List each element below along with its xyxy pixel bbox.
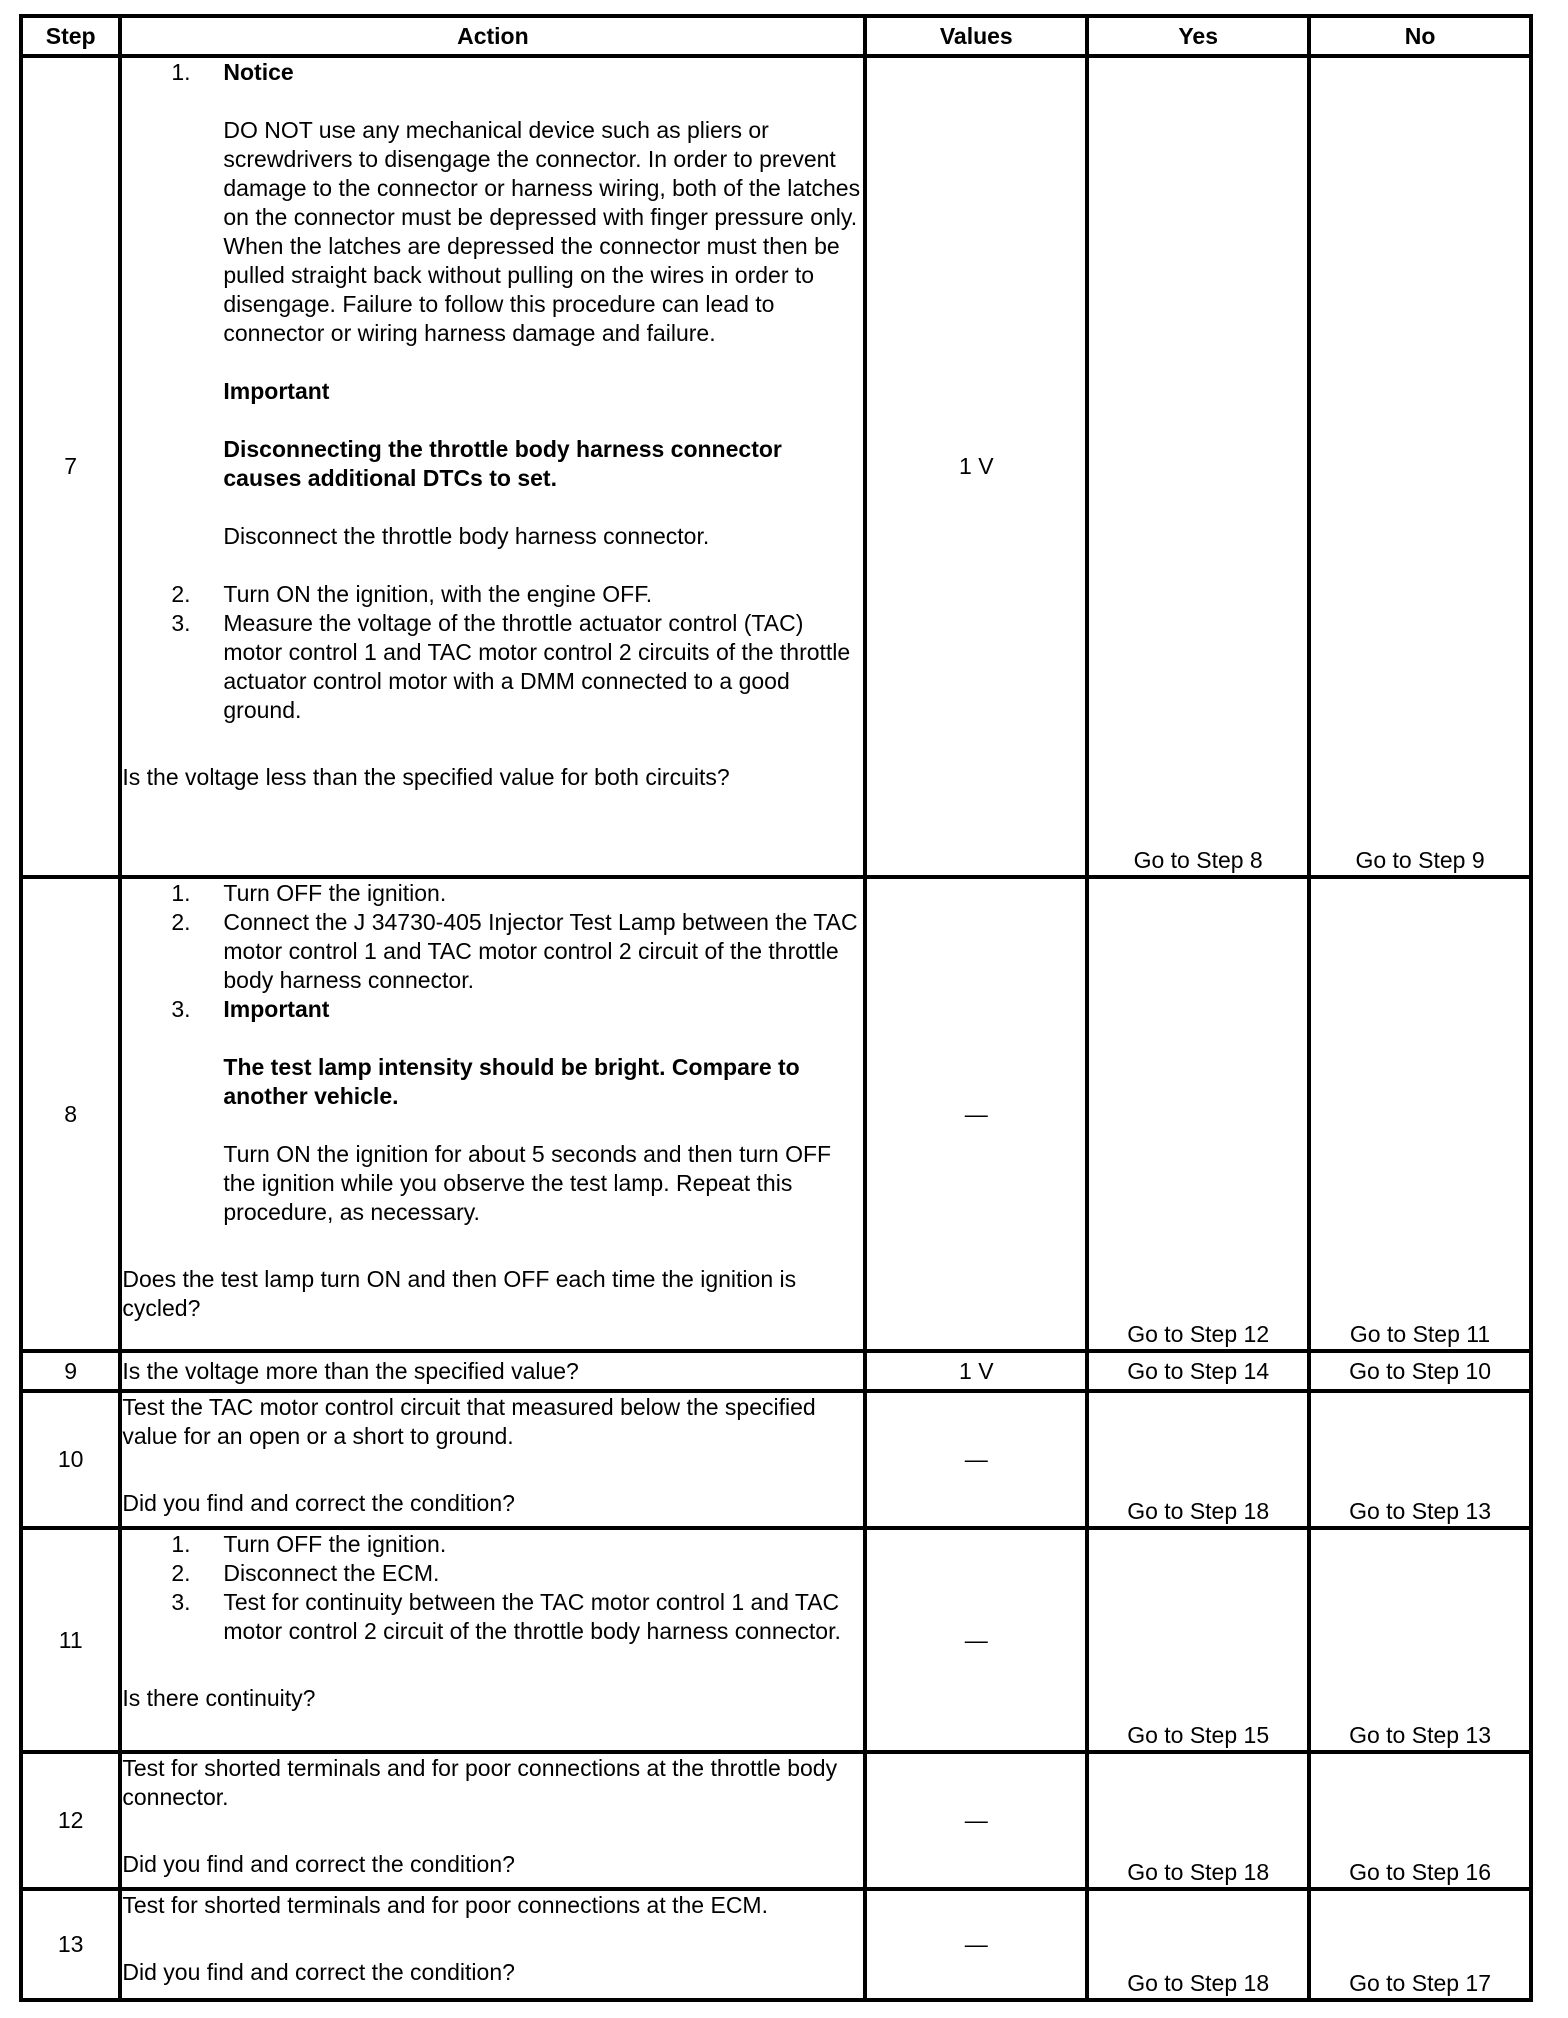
question-text: Did you find and correct the condition? xyxy=(122,1490,515,1516)
yes-cell: Go to Step 18 xyxy=(1087,1391,1309,1528)
no-cell: Go to Step 10 xyxy=(1309,1351,1531,1391)
table-row-step-13 xyxy=(21,1889,1531,2000)
action-cell xyxy=(120,56,865,877)
question-text: Did you find and correct the condition? xyxy=(122,1959,515,1985)
step-item-number: 3. xyxy=(171,996,191,1022)
action-cell xyxy=(120,1752,865,1889)
table-header-row xyxy=(21,16,1531,56)
action-text: Disconnect the throttle body harness connector. xyxy=(223,523,710,549)
no-cell: Go to Step 13 xyxy=(1309,1391,1531,1528)
header-step: Step xyxy=(21,16,120,56)
step-number: 8 xyxy=(21,877,120,1351)
step-item-number: 2. xyxy=(171,909,191,935)
step-number: 7 xyxy=(21,56,120,877)
value-cell: — xyxy=(865,1752,1087,1889)
notice-title: Notice xyxy=(223,59,294,85)
value-cell: 1 V xyxy=(865,56,1087,877)
yes-cell: Go to Step 12 xyxy=(1087,877,1309,1351)
header-action: Action xyxy=(120,16,865,56)
table-row-step-8 xyxy=(21,877,1531,1351)
value-cell: — xyxy=(865,1889,1087,2000)
action-text: Connect the J 34730-405 Injector Test Lamp between the TAC motor control 1 and TAC motor control 2 circuit of the throttle body harness connector. xyxy=(223,909,858,993)
action-step xyxy=(122,908,863,995)
yes-cell: Go to Step 18 xyxy=(1087,1752,1309,1889)
action-text: Turn ON the ignition for about 5 seconds and then turn OFF the ignition while you observe the test lamp. Repeat this procedure, as necessary. xyxy=(223,1141,832,1225)
action-steps xyxy=(122,58,863,725)
action-cell xyxy=(120,1889,865,2000)
step-number: 9 xyxy=(21,1351,120,1391)
question-text: Is there continuity? xyxy=(122,1685,316,1711)
action-text: Disconnect the ECM. xyxy=(223,1560,440,1586)
important-title: Important xyxy=(223,996,330,1022)
action-steps xyxy=(122,1530,863,1646)
table-row-step-7 xyxy=(21,56,1531,877)
action-step xyxy=(122,1588,863,1646)
action-text: Turn ON the ignition, with the engine OFF. xyxy=(223,581,653,607)
no-cell: Go to Step 11 xyxy=(1309,877,1531,1351)
action-cell xyxy=(120,1351,865,1391)
important-text: Disconnecting the throttle body harness connector causes additional DTCs to set. xyxy=(223,436,782,491)
action-step xyxy=(122,1559,863,1588)
value-cell: 1 V xyxy=(865,1351,1087,1391)
important-title: Important xyxy=(223,378,330,404)
step-item-number: 2. xyxy=(171,581,191,607)
value-cell: — xyxy=(865,1391,1087,1528)
table-row-step-9 xyxy=(21,1351,1531,1391)
action-step xyxy=(122,580,863,609)
action-step xyxy=(122,609,863,725)
action-text: Turn OFF the ignition. xyxy=(223,1531,447,1557)
action-step xyxy=(122,1530,863,1559)
question-text: Did you find and correct the condition? xyxy=(122,1851,515,1877)
yes-cell: Go to Step 15 xyxy=(1087,1528,1309,1752)
action-cell xyxy=(120,877,865,1351)
header-no: No xyxy=(1309,16,1531,56)
action-text: Test the TAC motor control circuit that measured below the specified value for an open or a short to ground. xyxy=(122,1394,816,1449)
table-row-step-10 xyxy=(21,1391,1531,1528)
action-text: Test for continuity between the TAC motor control 1 and TAC motor control 2 circuit of the throttle body harness connector. xyxy=(223,1589,841,1644)
step-item-number: 1. xyxy=(171,59,191,85)
table-row-step-12 xyxy=(21,1752,1531,1889)
table-row-step-11 xyxy=(21,1528,1531,1752)
diagnostic-table xyxy=(19,14,1533,2002)
action-text: Turn OFF the ignition. xyxy=(223,880,447,906)
value-cell: — xyxy=(865,1528,1087,1752)
header-values: Values xyxy=(865,16,1087,56)
no-cell: Go to Step 17 xyxy=(1309,1889,1531,2000)
no-cell: Go to Step 13 xyxy=(1309,1528,1531,1752)
step-number: 11 xyxy=(21,1528,120,1752)
step-number: 12 xyxy=(21,1752,120,1889)
question-text: Is the voltage more than the specified value? xyxy=(122,1357,579,1384)
header-yes: Yes xyxy=(1087,16,1309,56)
action-step xyxy=(122,995,863,1227)
no-cell: Go to Step 9 xyxy=(1309,56,1531,877)
question-text: Is the voltage less than the specified value for both circuits? xyxy=(122,764,730,790)
yes-cell: Go to Step 14 xyxy=(1087,1351,1309,1391)
action-steps xyxy=(122,879,863,1227)
yes-cell: Go to Step 18 xyxy=(1087,1889,1309,2000)
step-item-number: 2. xyxy=(171,1560,191,1586)
value-cell: — xyxy=(865,877,1087,1351)
action-cell xyxy=(120,1391,865,1528)
step-item-number: 1. xyxy=(171,1531,191,1557)
action-cell xyxy=(120,1528,865,1752)
yes-cell: Go to Step 8 xyxy=(1087,56,1309,877)
action-text: Measure the voltage of the throttle actuator control (TAC) motor control 1 and TAC motor control 2 circuits of the throttle actuator control motor with a DMM connected to a good ground. xyxy=(223,610,851,723)
notice-text: DO NOT use any mechanical device such as pliers or screwdrivers to disengage the connector. In order to prevent damage to the connector or harness wiring, both of the latches on the connector must be depressed with finger pressure only. When the latches are depressed the connector must then be pulled straight back without pulling on the wires in order to disengage. Failure to follow this procedure can lead to connector or wiring harness damage and failure. xyxy=(223,117,861,346)
step-number: 13 xyxy=(21,1889,120,2000)
action-step xyxy=(122,58,863,580)
step-item-number: 1. xyxy=(171,880,191,906)
question-text: Does the test lamp turn ON and then OFF each time the ignition is cycled? xyxy=(122,1266,797,1321)
step-number: 10 xyxy=(21,1391,120,1528)
action-text: Test for shorted terminals and for poor connections at the throttle body connector. xyxy=(122,1755,838,1810)
important-text: The test lamp intensity should be bright. Compare to another vehicle. xyxy=(223,1054,800,1109)
action-step xyxy=(122,879,863,908)
action-text: Test for shorted terminals and for poor connections at the ECM. xyxy=(122,1892,768,1918)
step-item-number: 3. xyxy=(171,610,191,636)
no-cell: Go to Step 16 xyxy=(1309,1752,1531,1889)
step-item-number: 3. xyxy=(171,1589,191,1615)
